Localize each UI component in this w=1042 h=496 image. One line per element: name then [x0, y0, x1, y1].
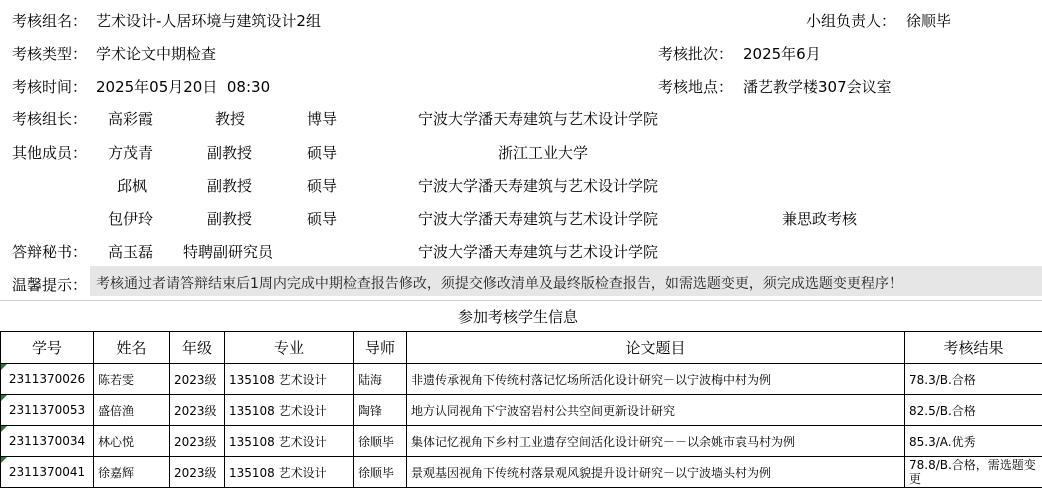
cell-advisor[interactable]: 徐顺毕: [354, 426, 407, 457]
members-label: 其他成员：: [12, 144, 88, 162]
error-indicator-icon: [1, 457, 7, 463]
error-indicator-icon: [1, 364, 7, 370]
table-row: [1, 457, 1042, 488]
member-2-unit: 宁波大学潘天寿建筑与艺术设计学院: [418, 177, 659, 195]
cell-major[interactable]: 135108 艺术设计: [225, 426, 354, 457]
notice-box: [90, 266, 1042, 296]
chair-label: 考核组长：: [12, 110, 88, 128]
cell-major[interactable]: 135108 艺术设计: [225, 364, 354, 395]
chair-name: 高彩霞: [108, 110, 154, 128]
header-id: 学号: [1, 332, 94, 364]
cell-id-text: 2311370034: [8, 434, 86, 448]
member-2-name: 邱枫: [117, 177, 148, 195]
notice-label: 温馨提示：: [12, 276, 88, 294]
cell-grade[interactable]: 2023级: [170, 395, 225, 426]
cell-id-text: 2311370041: [8, 465, 86, 479]
secretary-name: 高玉磊: [108, 243, 154, 261]
leader-label: 小组负责人：: [806, 12, 897, 30]
cell-topic[interactable]: 景观基因视角下传统村落景观风貌提升设计研究－以宁波墙头村为例: [407, 457, 905, 488]
cell-id[interactable]: [1, 364, 94, 395]
member-3-title: 副教授: [207, 210, 253, 228]
header-topic: 论文题目: [407, 332, 905, 364]
chair-title: 教授: [215, 110, 246, 128]
cell-name[interactable]: 陈若雯: [94, 364, 170, 395]
cell-result[interactable]: 78.8/B.合格，需选题变更: [905, 457, 1042, 488]
time-label: 考核时间：: [12, 78, 88, 96]
place-label: 考核地点：: [658, 78, 734, 96]
member-3-role: 硕导: [307, 210, 338, 228]
cell-id[interactable]: [1, 395, 94, 426]
error-indicator-icon: [1, 426, 7, 432]
time-value: 2025年05月20日 08:30: [96, 78, 271, 96]
cell-name[interactable]: 盛倍渔: [94, 395, 170, 426]
cell-grade[interactable]: 2023级: [170, 457, 225, 488]
leader-value: 徐顺毕: [906, 12, 952, 30]
group-name-label: 考核组名：: [12, 12, 88, 30]
table-header-row: [1, 332, 1042, 364]
header-advisor: 导师: [354, 332, 407, 364]
students-title: 参加考核学生信息: [458, 308, 579, 326]
cell-topic[interactable]: 集体记忆视角下乡村工业遗存空间活化设计研究－－以余姚市袁马村为例: [407, 426, 905, 457]
table-row: [1, 426, 1042, 457]
cell-advisor[interactable]: 陶锋: [354, 395, 407, 426]
cell-name[interactable]: 徐嘉辉: [94, 457, 170, 488]
header-grade: 年级: [170, 332, 225, 364]
member-3-name: 包伊玲: [108, 210, 154, 228]
member-1-title: 副教授: [207, 144, 253, 162]
students-table: [0, 331, 1042, 488]
header-major: 专业: [225, 332, 354, 364]
cell-id[interactable]: [1, 426, 94, 457]
cell-advisor[interactable]: 徐顺毕: [354, 457, 407, 488]
notice-text: 考核通过者请答辩结束后1周内完成中期检查报告修改，须提交修改清单及最终版检查报告，如需选题变更，须完成选题变更程序！: [96, 276, 903, 292]
cell-topic[interactable]: 非遗传承视角下传统村落记忆场所活化设计研究－以宁波梅中村为例: [407, 364, 905, 395]
cell-id-text: 2311370026: [8, 372, 86, 386]
secretary-label: 答辩秘书：: [12, 243, 88, 261]
cell-grade[interactable]: 2023级: [170, 426, 225, 457]
secretary-title: 特聘副研究员: [183, 243, 274, 261]
cell-topic[interactable]: 地方认同视角下宁波窑岩村公共空间更新设计研究: [407, 395, 905, 426]
table-row: [1, 395, 1042, 426]
cell-grade[interactable]: 2023级: [170, 364, 225, 395]
secretary-unit: 宁波大学潘天寿建筑与艺术设计学院: [418, 243, 659, 261]
chair-unit: 宁波大学潘天寿建筑与艺术设计学院: [418, 110, 659, 128]
table-row: [1, 364, 1042, 395]
cell-major[interactable]: 135108 艺术设计: [225, 395, 354, 426]
group-name-value: 艺术设计-人居环境与建筑设计2组: [96, 12, 321, 30]
member-1-role: 硕导: [307, 144, 338, 162]
cell-result[interactable]: 85.3/A.优秀: [905, 426, 1042, 457]
member-3-unit: 宁波大学潘天寿建筑与艺术设计学院: [418, 210, 659, 228]
batch-value: 2025年6月: [743, 45, 821, 63]
member-3-note: 兼思政考核: [782, 210, 858, 228]
member-2-role: 硕导: [307, 177, 338, 195]
member-2-title: 副教授: [207, 177, 253, 195]
divider: [0, 300, 1042, 301]
cell-major[interactable]: 135108 艺术设计: [225, 457, 354, 488]
member-1-name: 方茂青: [108, 144, 154, 162]
member-1-unit: 浙江工业大学: [498, 144, 589, 162]
cell-id-text: 2311370053: [8, 403, 86, 417]
place-value: 潘艺教学楼307会议室: [743, 78, 892, 96]
cell-result[interactable]: 82.5/B.合格: [905, 395, 1042, 426]
cell-id[interactable]: [1, 457, 94, 488]
batch-label: 考核批次：: [658, 45, 734, 63]
type-label: 考核类型：: [12, 45, 88, 63]
cell-result[interactable]: 78.3/B.合格: [905, 364, 1042, 395]
cell-advisor[interactable]: 陆海: [354, 364, 407, 395]
type-value: 学术论文中期检查: [96, 45, 217, 63]
cell-name[interactable]: 林心悦: [94, 426, 170, 457]
chair-role: 博导: [307, 110, 338, 128]
header-result: 考核结果: [905, 332, 1042, 364]
header-name: 姓名: [94, 332, 170, 364]
error-indicator-icon: [1, 395, 7, 401]
